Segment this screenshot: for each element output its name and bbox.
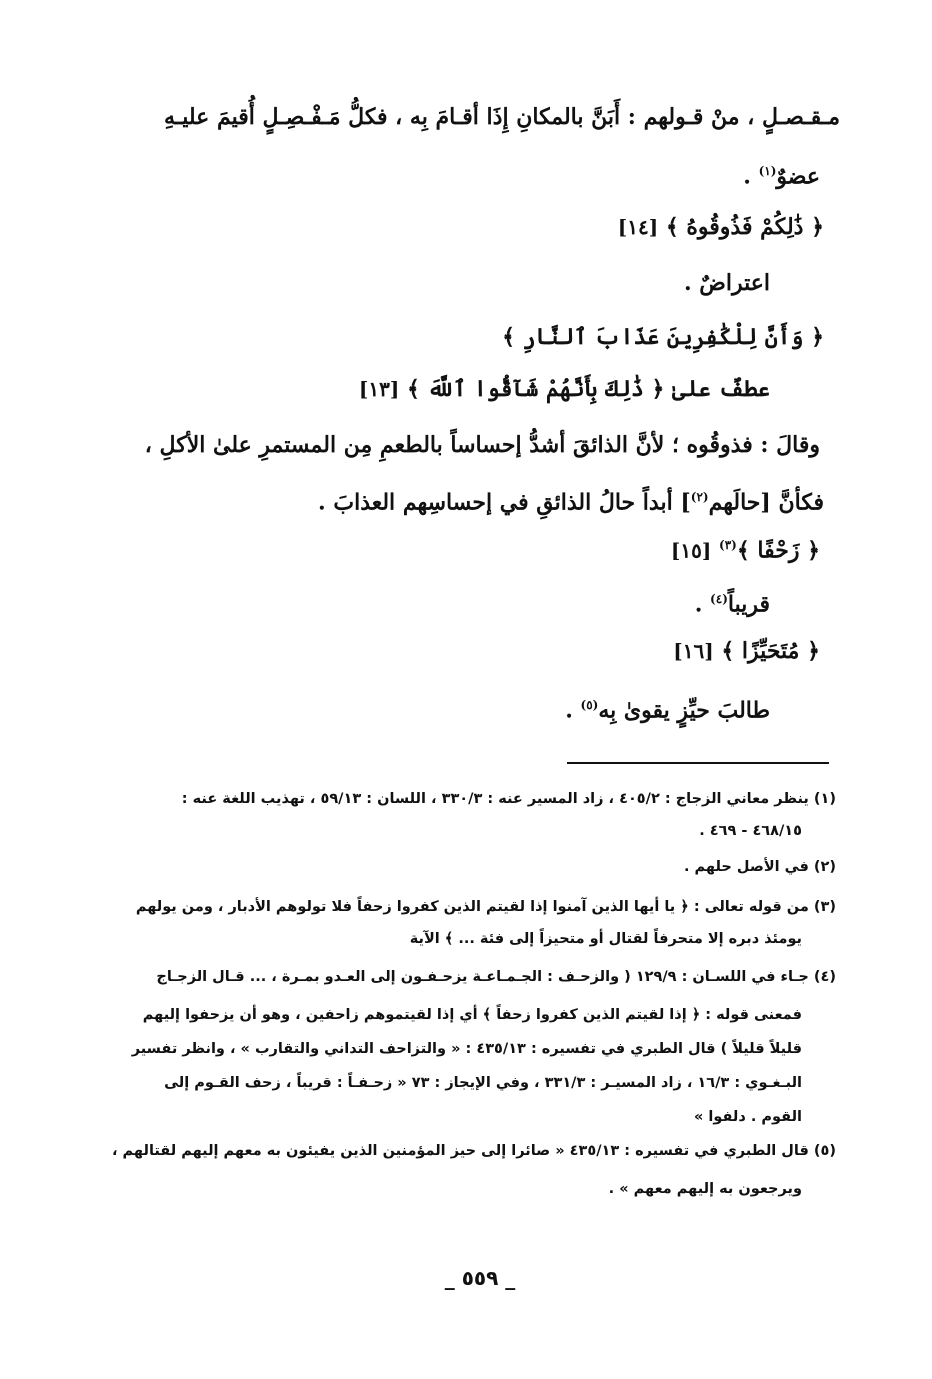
footnote-4-cont: البـغـوي : ١٦/٣ ، زاد المسيـر : ٣٣١/٣ ، وفي الإيجاز : ٧٣ « زحـفـاً : قريباً ، زحف القـوم إلى: [164, 1075, 802, 1091]
verse-number: [١٥]: [670, 538, 712, 563]
footnote-separator: [567, 762, 829, 764]
main-line-2: عضوٌ$^{(١)}$ .: [743, 163, 820, 190]
main-text: مـقـصـلٍ ، منْ قـولهم : أَبَنَّ بالمكانِ إِذَا أقـامَ بِه ، فكلُّ مَـفْـصِـلٍ أُقيمَ عليـهِ: [164, 104, 840, 130]
main-line-talib: طالبَ حيِّزٍ يقوىٰ بِه$^{(٥)}$ .: [565, 697, 770, 724]
main-text: عطفٌ علىٰ: [672, 376, 770, 402]
main-text: عضوٌ: [776, 163, 820, 190]
footnote-mark: (٥): [580, 698, 599, 712]
main-line-qariban: قريباً$^{(٤)}$ .: [694, 591, 770, 618]
verse-line-fire: [502, 322, 824, 352]
verse-number: [١٤]: [617, 215, 659, 239]
footnote-4: (٤) جـاء في اللسـان : ١٢٩/٩ ( والزحـف : الجـمـاعـة يزحـفـون إلى العـدو بمـرة ، ... قـال الزجـاج: [156, 969, 836, 985]
main-text: فكأنَّ [حالَهم: [708, 489, 824, 516]
main-line-atf: [359, 374, 770, 404]
main-text: قريباً: [727, 591, 770, 618]
main-line-1: [164, 102, 840, 132]
footnote-mark: (٣): [719, 538, 737, 552]
main-text: طالبَ حيِّزٍ يقوىٰ بِه: [598, 697, 770, 724]
verse-number: [١٦]: [673, 639, 714, 663]
footnote-mark: (١): [758, 164, 777, 178]
quran-verse: ﴿ وَأَنَّ لِلْكَٰفِرِينَ عَذَابَ ٱلنَّارِ ﴾: [502, 324, 824, 350]
footnote-mark: (٢): [690, 490, 709, 504]
verse-line-15: [671, 530, 820, 565]
footnote-3-cont: يومئذ دبره إلا متحرفاً لقتال أو متحيزاً إلى فئة ... ﴾ الآية: [409, 931, 802, 947]
footnote-5: (٥) قال الطبري في تفسيره : ٤٣٥/١٣ « صائرا إلى حيز المؤمنين الذين يفيئون به معهم إليهم لقتالهم ،: [112, 1143, 836, 1159]
footnote-4-cont: قليلاً قليلاً ) قال الطبري في تفسيره : ٤٣٥/١٣ : « والتزاحف التداني والتقارب » ، وانظر تفسير: [131, 1041, 802, 1057]
quran-verse: ﴿ مُتَحَيِّزًا ﴾: [721, 638, 820, 664]
footnote-5-cont: ويرجعون به إليهم معهم » .: [608, 1181, 802, 1197]
quran-verse: ﴿ ذَٰلِكُمْ فَذُوقُوهُ ﴾: [665, 214, 824, 240]
footnote-mark: (٤): [710, 592, 728, 606]
main-line-qala: [145, 430, 820, 460]
quran-verse: ﴿ ذَٰلِكَ بِأَنَّهُمْ شَآقُّوا ٱللَّهَ ﴾: [406, 376, 665, 402]
footnote-4-cont: فمعنى قوله : ﴿ إذا لقيتم الذين كفروا زحفاً ﴾ أي إذا لقيتموهم زاحفين ، وهو أن يزحفوا إليهم: [142, 1007, 802, 1023]
main-line-comment: [684, 268, 770, 298]
verse-line-14: [618, 212, 824, 242]
main-text: اعتراضٌ .: [683, 270, 770, 296]
quran-verse: ﴿ زَحْفًا ﴾: [736, 537, 820, 564]
verse-line-16: [673, 636, 820, 666]
main-line-fakaanna: [318, 482, 824, 517]
verse-number: [١٣]: [358, 377, 400, 401]
footnote-1-cont: ٤٦٨/١٥ - ٤٦٩ .: [699, 823, 802, 839]
main-text: وقالَ : فذوقُوه ؛ لأنَّ الذائقَ أشدُّ إحساساً بالطعمِ مِن المستمرِ علىٰ الأكلِ ،: [144, 432, 820, 458]
footnote-1: (١) ينظر معاني الزجاج : ٤٠٥/٢ ، زاد المسير عنه : ٣٣٠/٣ ، اللسان : ٥٩/١٣ ، تهذيب اللغة عنه :: [181, 791, 836, 807]
page-number: _ ٥٥٩ _: [444, 1266, 516, 1290]
main-text: ] أبداً حالُ الذائقِ في إحساسِهم العذابَ .: [318, 489, 691, 516]
footnote-4-cont: القوم . دلفوا »: [694, 1109, 802, 1125]
footnote-3: (٣) من قوله تعالى : ﴿ يا أيها الذين آمنوا إذا لقيتم الذين كفروا زحفاً فلا تولوهم الأدبار ، ومن يولهم: [135, 899, 836, 915]
footnote-2: (٢) في الأصل حلهم .: [683, 859, 836, 875]
